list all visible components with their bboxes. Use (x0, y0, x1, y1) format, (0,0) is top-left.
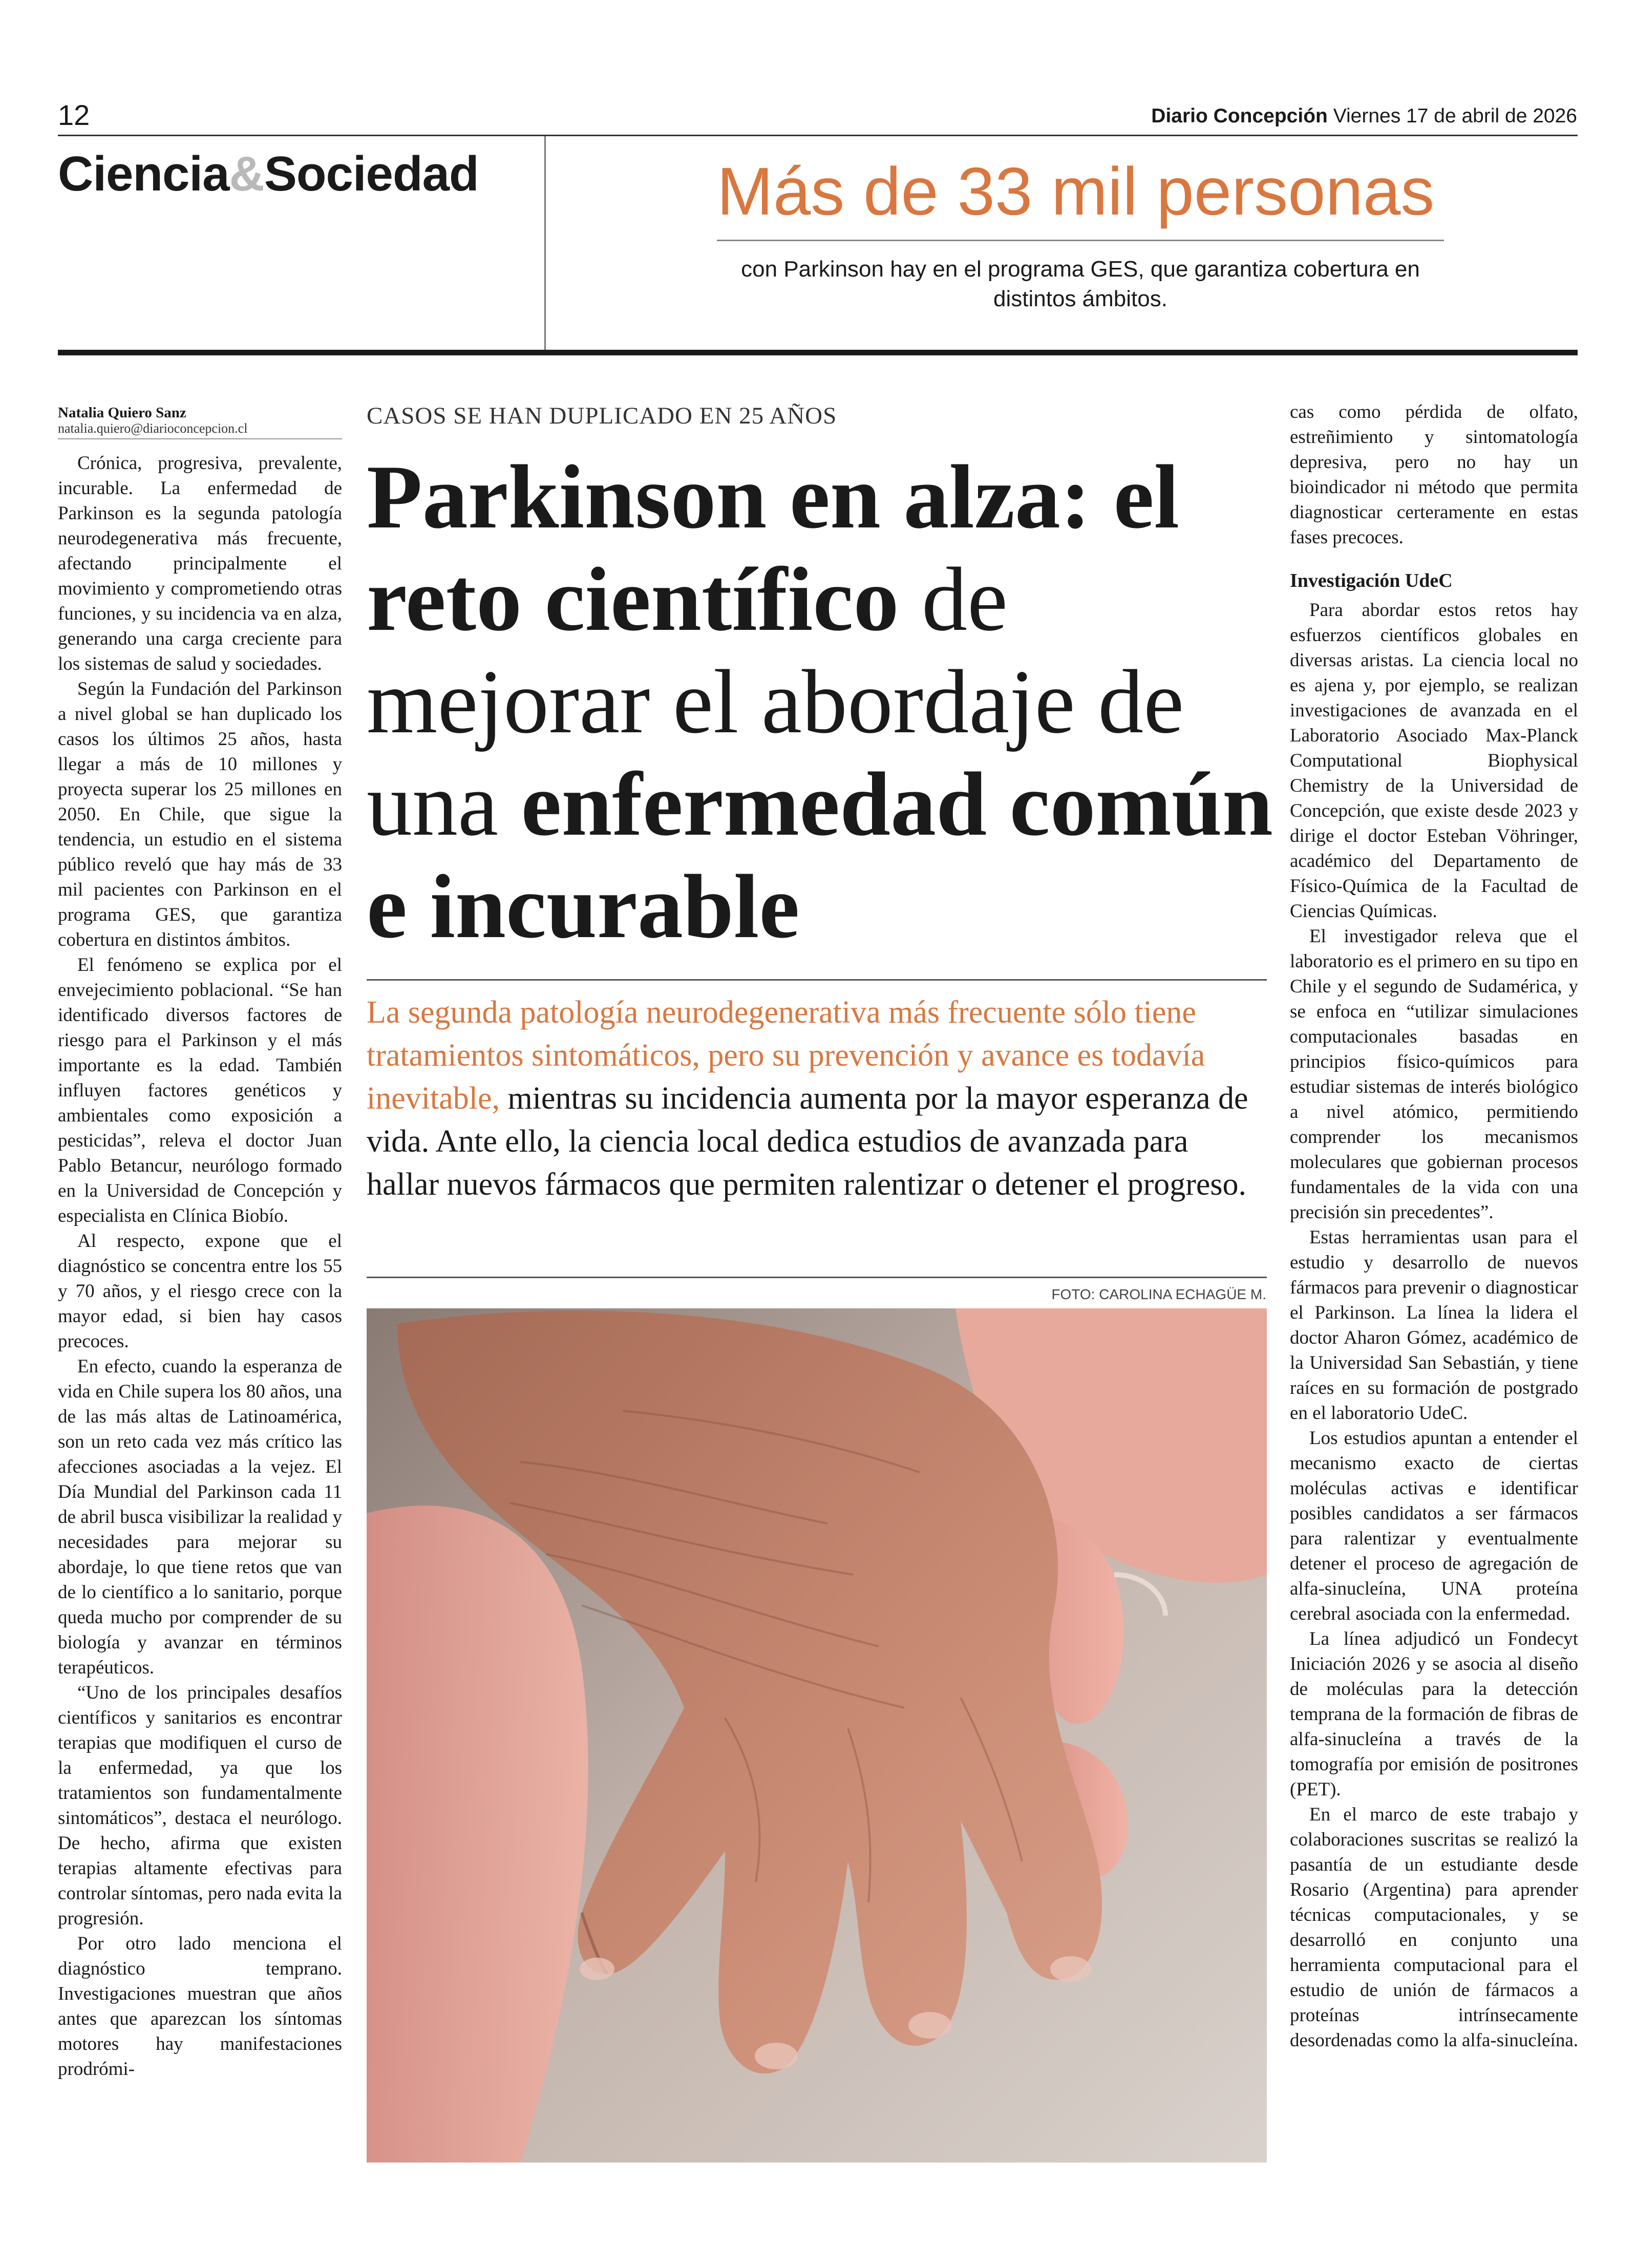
body-paragraph: Estas herramientas usan para el estudio y desarrollo de nuevos fármacos para prevenir o diagnosticar el Parkinson. La línea la lidera el doctor Aharon Gómez, académico de la Universidad San Sebastián, y tiene raíces en su formación de postgrado en el laboratorio UdeC. (1290, 1227, 1578, 1424)
publication-date: Viernes 17 de abril de 2026 (1333, 105, 1577, 127)
promo-headline: Más de 33 mil personas (717, 154, 1435, 229)
body-paragraph: cas como pérdida de olfato, estreñimiento y sintomatología depresiva, pero no hay un bioindicador ni método que permita diagnosticar certeramente en estas fases precoces. (1290, 401, 1578, 548)
header-vertical-divider (544, 136, 546, 350)
body-paragraph: Según la Fundación del Parkinson a nivel global se han duplicado los casos los últimos 25 años, hasta llegar a más de 10 millones y proyecta superar los 25 millones en 2050. En Chile, que sigue la tendencia, un estudio en el sistema público reveló que hay más de 33 mil pacientes con Parkinson en el programa GES, que garantiza cobertura en distintos ámbitos. (58, 679, 342, 950)
header-thick-divider (58, 350, 1578, 355)
headline-divider (367, 979, 1267, 981)
headline-bold-part: Parkinson en alza: el reto científico (367, 446, 1180, 650)
section-ampersand: & (229, 146, 264, 201)
subhead-investigacion-udec: Investigación UdeC (1290, 570, 1453, 591)
body-paragraph: Para abordar estos retos hay esfuerzos científicos globales en diversas aristas. La ciencia local no es ajena y, por ejemplo, se realizan investigaciones de avanzada en el Laboratorio Asociado Max-Planck Computational Biophysical Chemistry de la Universidad de Concepción, que existe desde 2023 y dirige el doctor Esteban Vöhringer, académico del Departamento de Físico-Química de la Facultad de Ciencias Químicas. (1290, 600, 1578, 922)
deck-text: mientras su incidencia aumenta por la mayor esperanza de vida. Ante ello, la ciencia local dedica estudios de avanzada para hallar nuevos fármacos que permiten ralentizar o detener el progreso. (367, 1081, 1248, 1202)
page-number: 12 (58, 99, 90, 131)
body-paragraph: Crónica, progresiva, prevalente, incurable. La enfermedad de Parkinson es la segunda patología neurodegenerativa más frecuente, afectando principalmente el movimiento y comprometiendo otras funciones, y su incidencia va en alza, generando una carga creciente para los sistemas de salud y sociedades. (58, 453, 342, 674)
promo-subtext: con Parkinson hay en el programa GES, que garantiza cobertura en distintos ámbitos. (741, 257, 1420, 311)
body-paragraph: El investigador releva que el laboratorio es el primero en su tipo en Chile y el segundo de Sudamérica, y se enfoca en “utilizar simulaciones computacionales basadas en principios físico-químicos para estudiar sistemas de interés biológico a nivel atómico, permitiendo comprender los mecanismos moleculares que gobiernan procesos fundamentales de la vida con una precisión sin precedentes”. (1290, 926, 1578, 1223)
body-paragraph: “Uno de los principales desafíos científicos y sanitarios es encontrar terapias que modifiquen el curso de la enfermedad, ya que los tratamientos son fundamentalmente sintomáticos”, destaca el neurólogo. De hecho, afirma que existen terapias altamente efectivas para controlar síntomas, pero nada evita la progresión. (58, 1682, 342, 1929)
author-email: natalia.quiero@diarioconcepcion.cl (58, 421, 248, 436)
section-logo (58, 146, 479, 202)
article-photo-hands (367, 1308, 1267, 2163)
hands-illustration (367, 1308, 1267, 2163)
author-divider (58, 438, 342, 439)
top-divider (58, 135, 1578, 136)
article-deck (367, 991, 1268, 1206)
headline-bold-part: enfermedad común e incurable (367, 753, 1273, 957)
body-paragraph: Los estudios apuntan a entender el mecanismo exacto de ciertas moléculas activas e identificar posibles candidatos a ser fármacos para ralentizar y eventualmente detener el proceso de agregación de alfa-sinucleína, UNA proteína cerebral asociada con la enfermedad. (1290, 1428, 1578, 1624)
right-column (1290, 399, 1578, 2053)
headline-regular-part: de mejorar el abordaje de una (367, 548, 1184, 855)
section-name-sociedad: Sociedad (264, 146, 479, 201)
body-paragraph: Al respecto, expone que el diagnóstico se concentra entre los 55 y 70 años, y el riesgo crece con la mayor edad, si bien hay casos precoces. (58, 1231, 342, 1352)
deck-divider (367, 1277, 1267, 1278)
promo-divider (717, 240, 1444, 241)
publication-name: Diario Concepción (1151, 105, 1328, 127)
left-column (58, 451, 342, 2082)
body-paragraph: El fenómeno se explica por el envejecimiento poblacional. “Se han identificado diversos factores de riesgo para el Parkinson y el más importante es la edad. También influyen factores genéticos y ambientales como exposición a pesticidas”, releva el doctor Juan Pablo Betancur, neurólogo formado en la Universidad de Concepción y especialista en Clínica Biobío. (58, 955, 342, 1226)
body-paragraph: Por otro lado menciona el diagnóstico temprano. Investigaciones muestran que años antes que aparezcan los síntomas motores hay manifestaciones prodrómi- (58, 1933, 342, 2080)
section-name-ciencia: Ciencia (58, 146, 229, 201)
photo-credit: FOTO: CAROLINA ECHAGÜE M. (1051, 1286, 1266, 1302)
publication-header (1151, 105, 1577, 128)
body-paragraph: La línea adjudicó un Fondecyt Iniciación 2026 y se asocia al diseño de moléculas para la detección temprana de la formación de fibras de alfa-sinucleína a través de la tomografía por emisión de positrones (PET). (1290, 1628, 1578, 1800)
deck-highlight: La segunda patología neurodegenerativa más frecuente sólo tiene tratamientos sintomáticos, pero su prevención y avance es todavía inevitable, (367, 995, 1205, 1116)
article-headline (367, 446, 1273, 958)
body-paragraph: En efecto, cuando la esperanza de vida en Chile supera los 80 años, una de las más altas de Latinoamérica, son un reto cada vez más crítico las afecciones asociadas a la vejez. El Día Mundial del Parkinson cada 11 de abril busca visibilizar la realidad y necesidades para mejorar su abordaje, lo que tiene retos que van de lo científico a lo sanitario, porque queda mucho por comprender de su biología y avanzar en términos terapéuticos. (58, 1356, 342, 1678)
body-paragraph: En el marco de este trabajo y colaboraciones suscritas se realizó la pasantía de un estudiante desde Rosario (Argentina) para aprender técnicas computacionales, y se desarrolló en conjunto una herramienta computacional para el estudio de unión de fármacos a proteínas intrínsecamente desordenadas como la alfa-sinucleína. (1290, 1804, 1578, 2051)
article-kicker: CASOS SE HAN DUPLICADO EN 25 AÑOS (367, 402, 837, 429)
author-name: Natalia Quiero Sanz (58, 405, 186, 421)
